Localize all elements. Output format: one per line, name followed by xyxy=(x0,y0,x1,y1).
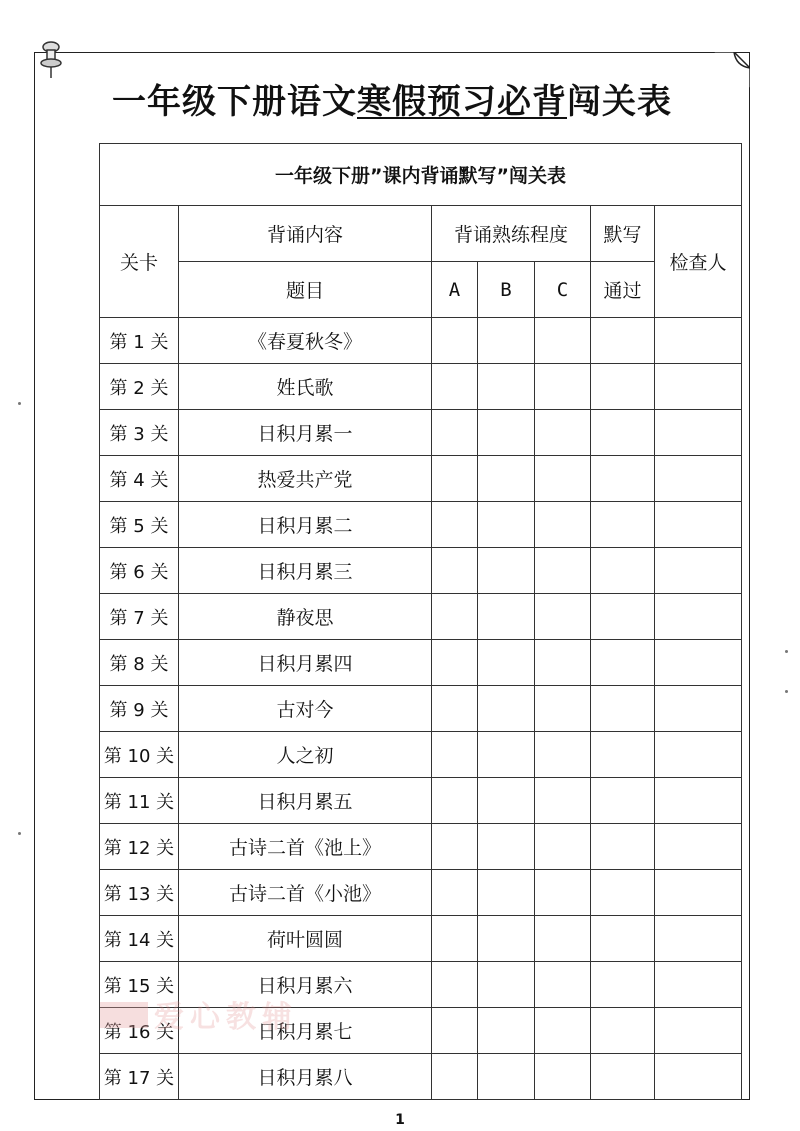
level-cell: 第 8 关 xyxy=(100,640,179,686)
grade-c-cell xyxy=(535,962,591,1008)
header-grade-c: C xyxy=(535,262,591,318)
dictation-passed-cell xyxy=(591,364,655,410)
grade-b-cell xyxy=(478,732,535,778)
grade-a-cell xyxy=(432,870,478,916)
level-cell: 第 7 关 xyxy=(100,594,179,640)
topic-cell: 日积月累八 xyxy=(179,1054,432,1100)
level-cell: 第 6 关 xyxy=(100,548,179,594)
table-row xyxy=(100,916,742,962)
dictation-passed-cell xyxy=(591,962,655,1008)
topic-cell: 日积月累四 xyxy=(179,640,432,686)
grade-a-cell xyxy=(432,318,478,364)
grade-b-cell xyxy=(478,502,535,548)
grade-a-cell xyxy=(432,548,478,594)
scan-speck xyxy=(18,402,21,405)
table-row xyxy=(100,732,742,778)
grade-a-cell xyxy=(432,364,478,410)
grade-b-cell xyxy=(478,870,535,916)
grade-c-cell xyxy=(535,870,591,916)
topic-cell: 日积月累七 xyxy=(179,1008,432,1054)
grade-a-cell xyxy=(432,456,478,502)
table-row xyxy=(100,1054,742,1100)
table-row xyxy=(100,318,742,364)
header-dictation: 默写 xyxy=(591,206,655,262)
checker-cell xyxy=(655,456,742,502)
dictation-passed-cell xyxy=(591,1054,655,1100)
level-cell: 第 4 关 xyxy=(100,456,179,502)
checker-cell xyxy=(655,594,742,640)
checker-cell xyxy=(655,364,742,410)
table-row xyxy=(100,640,742,686)
grade-c-cell xyxy=(535,1054,591,1100)
topic-cell: 古诗二首《小池》 xyxy=(179,870,432,916)
grade-b-cell xyxy=(478,824,535,870)
document-title xyxy=(112,80,732,124)
grade-c-cell xyxy=(535,548,591,594)
grade-a-cell xyxy=(432,962,478,1008)
header-grade-b: B xyxy=(478,262,535,318)
dictation-passed-cell xyxy=(591,916,655,962)
grade-c-cell xyxy=(535,456,591,502)
grade-c-cell xyxy=(535,318,591,364)
grade-b-cell xyxy=(478,1054,535,1100)
title-plain: 一年级下册语文 xyxy=(112,82,357,122)
header-topic: 题目 xyxy=(179,262,432,318)
topic-cell: 日积月累二 xyxy=(179,502,432,548)
level-cell: 第 2 关 xyxy=(100,364,179,410)
table-row xyxy=(100,686,742,732)
grade-b-cell xyxy=(478,916,535,962)
topic-cell: 古诗二首《池上》 xyxy=(179,824,432,870)
level-cell: 第 13 关 xyxy=(100,870,179,916)
checker-cell xyxy=(655,502,742,548)
table-row xyxy=(100,364,742,410)
grade-a-cell xyxy=(432,686,478,732)
dictation-passed-cell xyxy=(591,548,655,594)
grade-c-cell xyxy=(535,594,591,640)
level-cell: 第 3 关 xyxy=(100,410,179,456)
checker-cell xyxy=(655,640,742,686)
table-row xyxy=(100,548,742,594)
grade-b-cell xyxy=(478,364,535,410)
checker-cell xyxy=(655,1008,742,1054)
dictation-passed-cell xyxy=(591,870,655,916)
grade-c-cell xyxy=(535,1008,591,1054)
header-grade-a: A xyxy=(432,262,478,318)
grade-b-cell xyxy=(478,594,535,640)
level-cell: 第 10 关 xyxy=(100,732,179,778)
grade-b-cell xyxy=(478,548,535,594)
topic-cell: 姓氏歌 xyxy=(179,364,432,410)
grade-c-cell xyxy=(535,502,591,548)
grade-c-cell xyxy=(535,686,591,732)
grade-a-cell xyxy=(432,778,478,824)
grade-b-cell xyxy=(478,318,535,364)
header-passed: 通过 xyxy=(591,262,655,318)
level-cell: 第 1 关 xyxy=(100,318,179,364)
grade-c-cell xyxy=(535,916,591,962)
grade-b-cell xyxy=(478,686,535,732)
header-proficiency: 背诵熟练程度 xyxy=(432,206,591,262)
dictation-passed-cell xyxy=(591,410,655,456)
checker-cell xyxy=(655,1054,742,1100)
dictation-passed-cell xyxy=(591,732,655,778)
grade-a-cell xyxy=(432,410,478,456)
topic-cell: 古对今 xyxy=(179,686,432,732)
grade-b-cell xyxy=(478,456,535,502)
level-cell: 第 5 关 xyxy=(100,502,179,548)
topic-cell: 日积月累六 xyxy=(179,962,432,1008)
grade-b-cell xyxy=(478,410,535,456)
topic-cell: 日积月累三 xyxy=(179,548,432,594)
scan-speck xyxy=(18,832,21,835)
grade-a-cell xyxy=(432,1008,478,1054)
grade-c-cell xyxy=(535,640,591,686)
header-checker: 检查人 xyxy=(655,206,742,318)
grade-b-cell xyxy=(478,778,535,824)
checker-cell xyxy=(655,916,742,962)
table-row xyxy=(100,870,742,916)
grade-a-cell xyxy=(432,732,478,778)
checker-cell xyxy=(655,778,742,824)
level-cell: 第 16 关 xyxy=(100,1008,179,1054)
topic-cell: 日积月累五 xyxy=(179,778,432,824)
dictation-passed-cell xyxy=(591,778,655,824)
grade-a-cell xyxy=(432,916,478,962)
level-cell: 第 9 关 xyxy=(100,686,179,732)
checker-cell xyxy=(655,732,742,778)
dictation-passed-cell xyxy=(591,456,655,502)
dictation-passed-cell xyxy=(591,686,655,732)
header-content: 背诵内容 xyxy=(179,206,432,262)
level-cell: 第 17 关 xyxy=(100,1054,179,1100)
grade-b-cell xyxy=(478,1008,535,1054)
dictation-passed-cell xyxy=(591,1008,655,1054)
topic-cell: 热爱共产党 xyxy=(179,456,432,502)
table-row xyxy=(100,456,742,502)
table-row xyxy=(100,778,742,824)
checker-cell xyxy=(655,548,742,594)
level-cell: 第 15 关 xyxy=(100,962,179,1008)
header-level: 关卡 xyxy=(100,206,179,318)
checker-cell xyxy=(655,870,742,916)
grade-a-cell xyxy=(432,594,478,640)
table-row xyxy=(100,1008,742,1054)
grade-c-cell xyxy=(535,364,591,410)
topic-cell: 日积月累一 xyxy=(179,410,432,456)
level-cell: 第 11 关 xyxy=(100,778,179,824)
checker-cell xyxy=(655,686,742,732)
dictation-passed-cell xyxy=(591,640,655,686)
checklist-table xyxy=(99,143,742,1100)
grade-c-cell xyxy=(535,778,591,824)
checker-cell xyxy=(655,318,742,364)
topic-cell: 荷叶圆圆 xyxy=(179,916,432,962)
grade-a-cell xyxy=(432,640,478,686)
table-row xyxy=(100,824,742,870)
dictation-passed-cell xyxy=(591,318,655,364)
table-row xyxy=(100,502,742,548)
checker-cell xyxy=(655,962,742,1008)
topic-cell: 《春夏秋冬》 xyxy=(179,318,432,364)
grade-c-cell xyxy=(535,732,591,778)
scan-speck xyxy=(785,690,788,693)
table-row xyxy=(100,962,742,1008)
dictation-passed-cell xyxy=(591,594,655,640)
dictation-passed-cell xyxy=(591,824,655,870)
grade-a-cell xyxy=(432,502,478,548)
checker-cell xyxy=(655,410,742,456)
level-cell: 第 12 关 xyxy=(100,824,179,870)
grade-b-cell xyxy=(478,962,535,1008)
title-end: 闯关表 xyxy=(567,82,672,122)
grade-a-cell xyxy=(432,824,478,870)
topic-cell: 人之初 xyxy=(179,732,432,778)
level-cell: 第 14 关 xyxy=(100,916,179,962)
scan-speck xyxy=(785,650,788,653)
table-subtitle: 一年级下册”课内背诵默写”闯关表 xyxy=(100,144,742,206)
checker-cell xyxy=(655,824,742,870)
title-underlined: 寒假预习必背 xyxy=(357,82,567,122)
grade-c-cell xyxy=(535,824,591,870)
table-row xyxy=(100,594,742,640)
page-number: 1 xyxy=(395,1112,405,1128)
watermark-text: 爱心教辅 xyxy=(154,1000,298,1035)
topic-cell: 静夜思 xyxy=(179,594,432,640)
dictation-passed-cell xyxy=(591,502,655,548)
grade-c-cell xyxy=(535,410,591,456)
table-row xyxy=(100,410,742,456)
pushpin-icon xyxy=(38,40,64,80)
grade-b-cell xyxy=(478,640,535,686)
grade-a-cell xyxy=(432,1054,478,1100)
